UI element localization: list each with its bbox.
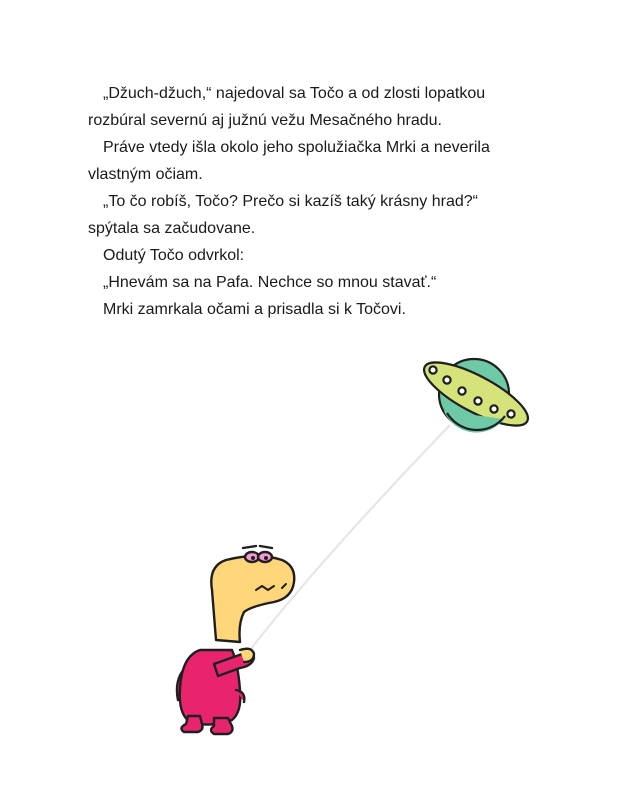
story-line-4: vlastným očiam. (88, 166, 203, 183)
story-line-2: rozbúral severnú aj južnú vežu Mesačného hradu. (88, 112, 442, 129)
story-line-5: „To čo robíš, Točo? Prečo si kazíš taký krásny hrad?“ (103, 193, 478, 210)
story-line-9: Mrki zamrkala očami a prisadla si k Točovi. (103, 301, 406, 318)
dinosaur-character-icon (177, 546, 294, 734)
ufo-balloon-icon (416, 351, 535, 437)
story-line-6: spýtala sa začudovane. (88, 220, 256, 237)
story-line-3: Práve vtedy išla okolo jeho spolužiačka Mrki a neverila (103, 139, 490, 156)
story-line-8: „Hnevám sa na Pafa. Nechce so mnou stavať.“ (103, 274, 437, 291)
balloon-string (250, 425, 450, 650)
story-line-7: Odutý Točo odvrkol: (103, 247, 245, 264)
story-line-1: „Džuch-džuch,“ najedoval sa Točo a od zlosti lopatkou (103, 85, 486, 102)
